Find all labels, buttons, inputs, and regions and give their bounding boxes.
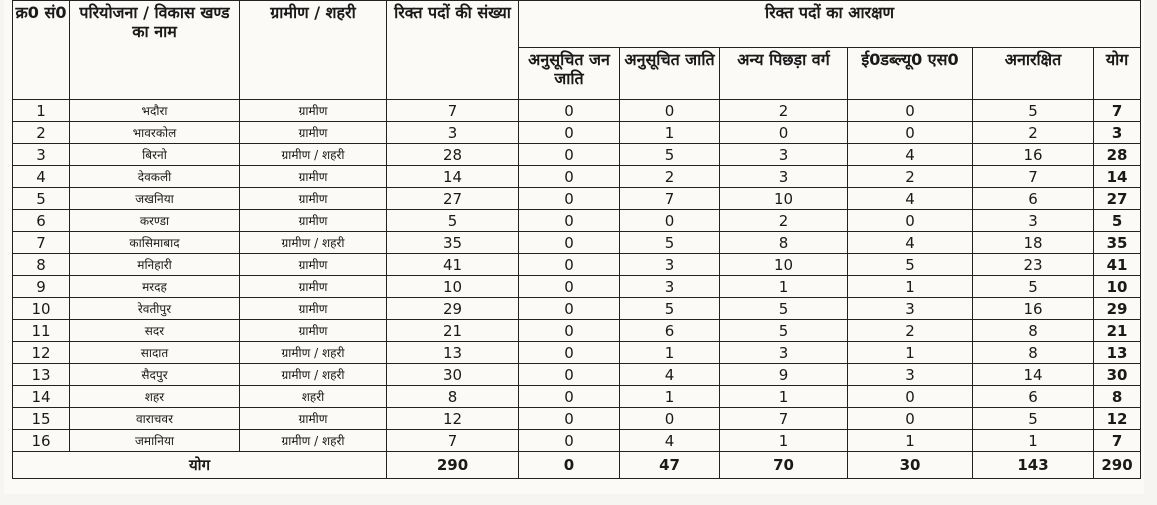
cell-area: ग्रामीण [240, 100, 387, 122]
table-row [13, 144, 1141, 166]
table-row [13, 122, 1141, 144]
cell-total: 13 [1094, 342, 1141, 364]
cell-obc: 2 [720, 100, 848, 122]
cell-total: 12 [1094, 408, 1141, 430]
cell-ews: 4 [848, 232, 973, 254]
cell-name: भदौरा [70, 100, 240, 122]
cell-vacant: 35 [387, 232, 519, 254]
cell-name: भावरकोल [70, 122, 240, 144]
cell-ur: 5 [973, 276, 1094, 298]
total-total: 290 [1094, 452, 1141, 479]
cell-name: सादात [70, 342, 240, 364]
table-row [13, 210, 1141, 232]
cell-obc: 5 [720, 320, 848, 342]
cell-st: 0 [519, 122, 620, 144]
cell-total: 27 [1094, 188, 1141, 210]
cell-obc: 0 [720, 122, 848, 144]
cell-name: जखनिया [70, 188, 240, 210]
cell-obc: 1 [720, 386, 848, 408]
cell-obc: 7 [720, 408, 848, 430]
total-obc: 70 [720, 452, 848, 479]
cell-name: करण्डा [70, 210, 240, 232]
cell-total: 21 [1094, 320, 1141, 342]
cell-vacant: 28 [387, 144, 519, 166]
total-sc: 47 [620, 452, 720, 479]
cell-sc: 1 [620, 122, 720, 144]
cell-sno: 14 [13, 386, 70, 408]
cell-total: 14 [1094, 166, 1141, 188]
cell-ews: 1 [848, 276, 973, 298]
table-row [13, 298, 1141, 320]
table-row [13, 166, 1141, 188]
cell-st: 0 [519, 232, 620, 254]
cell-obc: 5 [720, 298, 848, 320]
cell-sno: 16 [13, 430, 70, 452]
cell-ews: 0 [848, 408, 973, 430]
cell-name: शहर [70, 386, 240, 408]
cell-vacant: 3 [387, 122, 519, 144]
cell-st: 0 [519, 166, 620, 188]
cell-name: मरदह [70, 276, 240, 298]
cell-ur: 8 [973, 320, 1094, 342]
cell-area: शहरी [240, 386, 387, 408]
cell-sc: 1 [620, 342, 720, 364]
cell-sc: 2 [620, 166, 720, 188]
cell-area: ग्रामीण [240, 122, 387, 144]
cell-sno: 4 [13, 166, 70, 188]
cell-name: सदर [70, 320, 240, 342]
cell-total: 10 [1094, 276, 1141, 298]
cell-ews: 0 [848, 100, 973, 122]
cell-area: ग्रामीण / शहरी [240, 364, 387, 386]
cell-sno: 10 [13, 298, 70, 320]
cell-total: 3 [1094, 122, 1141, 144]
cell-sc: 0 [620, 408, 720, 430]
cell-ews: 0 [848, 210, 973, 232]
cell-ews: 3 [848, 298, 973, 320]
cell-name: जमानिया [70, 430, 240, 452]
total-label: योग [13, 452, 387, 479]
cell-obc: 3 [720, 144, 848, 166]
cell-vacant: 30 [387, 364, 519, 386]
cell-area: ग्रामीण [240, 210, 387, 232]
header-area: ग्रामीण / शहरी [240, 1, 387, 100]
cell-ews: 2 [848, 320, 973, 342]
total-ews: 30 [848, 452, 973, 479]
cell-obc: 1 [720, 276, 848, 298]
total-row [13, 452, 1141, 479]
header-project: परियोजना / विकास खण्ड का नाम [70, 1, 240, 100]
cell-sno: 1 [13, 100, 70, 122]
cell-vacant: 7 [387, 430, 519, 452]
cell-sc: 3 [620, 276, 720, 298]
header-total: योग [1094, 48, 1141, 100]
cell-ews: 4 [848, 188, 973, 210]
vacancy-table [12, 0, 1141, 479]
cell-ur: 6 [973, 386, 1094, 408]
cell-st: 0 [519, 276, 620, 298]
cell-st: 0 [519, 298, 620, 320]
cell-name: कासिमाबाद [70, 232, 240, 254]
table-row [13, 320, 1141, 342]
cell-area: ग्रामीण [240, 320, 387, 342]
cell-st: 0 [519, 210, 620, 232]
cell-total: 29 [1094, 298, 1141, 320]
cell-st: 0 [519, 342, 620, 364]
cell-total: 28 [1094, 144, 1141, 166]
cell-sc: 4 [620, 430, 720, 452]
header-sno: क्र0 सं0 [13, 1, 70, 100]
cell-ur: 8 [973, 342, 1094, 364]
cell-ews: 2 [848, 166, 973, 188]
cell-ur: 18 [973, 232, 1094, 254]
table-row [13, 188, 1141, 210]
table-row [13, 276, 1141, 298]
cell-st: 0 [519, 144, 620, 166]
table-row [13, 408, 1141, 430]
cell-sno: 12 [13, 342, 70, 364]
cell-area: ग्रामीण [240, 298, 387, 320]
cell-name: मनिहारी [70, 254, 240, 276]
cell-st: 0 [519, 100, 620, 122]
cell-ur: 1 [973, 430, 1094, 452]
cell-obc: 1 [720, 430, 848, 452]
cell-vacant: 29 [387, 298, 519, 320]
cell-ur: 5 [973, 100, 1094, 122]
cell-name: बिरनो [70, 144, 240, 166]
cell-vacant: 13 [387, 342, 519, 364]
cell-area: ग्रामीण / शहरी [240, 342, 387, 364]
cell-vacant: 7 [387, 100, 519, 122]
cell-sno: 3 [13, 144, 70, 166]
cell-sc: 6 [620, 320, 720, 342]
table-row [13, 232, 1141, 254]
cell-vacant: 27 [387, 188, 519, 210]
cell-obc: 2 [720, 210, 848, 232]
cell-sc: 7 [620, 188, 720, 210]
header-obc: अन्य पिछड़ा वर्ग [720, 48, 848, 100]
cell-ur: 16 [973, 144, 1094, 166]
cell-sno: 13 [13, 364, 70, 386]
cell-sc: 3 [620, 254, 720, 276]
cell-sc: 5 [620, 298, 720, 320]
cell-obc: 10 [720, 254, 848, 276]
cell-name: वाराचवर [70, 408, 240, 430]
header-vacant: रिक्त पदों की संख्या [387, 1, 519, 100]
cell-total: 5 [1094, 210, 1141, 232]
cell-area: ग्रामीण [240, 254, 387, 276]
cell-sno: 7 [13, 232, 70, 254]
cell-sc: 5 [620, 144, 720, 166]
cell-ews: 5 [848, 254, 973, 276]
cell-ur: 3 [973, 210, 1094, 232]
cell-vacant: 10 [387, 276, 519, 298]
cell-obc: 10 [720, 188, 848, 210]
header-sc: अनुसूचित जाति [620, 48, 720, 100]
cell-vacant: 14 [387, 166, 519, 188]
header-ews: ई0डब्ल्यू0 एस0 [848, 48, 973, 100]
cell-sc: 4 [620, 364, 720, 386]
total-vacant: 290 [387, 452, 519, 479]
cell-total: 30 [1094, 364, 1141, 386]
header-reservation: रिक्त पदों का आरक्षण [519, 1, 1141, 48]
cell-name: देवकली [70, 166, 240, 188]
cell-vacant: 41 [387, 254, 519, 276]
cell-sno: 6 [13, 210, 70, 232]
cell-ur: 7 [973, 166, 1094, 188]
total-ur: 143 [973, 452, 1094, 479]
cell-ews: 4 [848, 144, 973, 166]
cell-st: 0 [519, 364, 620, 386]
cell-sno: 11 [13, 320, 70, 342]
table-row [13, 342, 1141, 364]
cell-area: ग्रामीण [240, 166, 387, 188]
cell-area: ग्रामीण [240, 188, 387, 210]
cell-st: 0 [519, 320, 620, 342]
cell-obc: 3 [720, 166, 848, 188]
cell-obc: 3 [720, 342, 848, 364]
cell-vacant: 5 [387, 210, 519, 232]
cell-vacant: 12 [387, 408, 519, 430]
cell-sno: 15 [13, 408, 70, 430]
cell-area: ग्रामीण / शहरी [240, 144, 387, 166]
cell-sc: 5 [620, 232, 720, 254]
cell-obc: 9 [720, 364, 848, 386]
cell-st: 0 [519, 408, 620, 430]
cell-area: ग्रामीण / शहरी [240, 430, 387, 452]
document-sheet [4, 0, 1144, 494]
cell-st: 0 [519, 430, 620, 452]
cell-ur: 5 [973, 408, 1094, 430]
cell-name: सैदपुर [70, 364, 240, 386]
cell-sc: 1 [620, 386, 720, 408]
table-row [13, 364, 1141, 386]
cell-obc: 8 [720, 232, 848, 254]
cell-ur: 16 [973, 298, 1094, 320]
cell-total: 7 [1094, 100, 1141, 122]
header-st: अनुसूचित जन जाति [519, 48, 620, 100]
cell-ews: 0 [848, 386, 973, 408]
cell-vacant: 8 [387, 386, 519, 408]
cell-st: 0 [519, 188, 620, 210]
cell-ews: 0 [848, 122, 973, 144]
table-row [13, 386, 1141, 408]
table-row [13, 430, 1141, 452]
table-row [13, 254, 1141, 276]
cell-name: रेवतीपुर [70, 298, 240, 320]
cell-st: 0 [519, 254, 620, 276]
cell-total: 35 [1094, 232, 1141, 254]
cell-area: ग्रामीण [240, 276, 387, 298]
cell-sno: 5 [13, 188, 70, 210]
cell-ews: 1 [848, 430, 973, 452]
cell-ur: 2 [973, 122, 1094, 144]
cell-total: 41 [1094, 254, 1141, 276]
cell-sno: 8 [13, 254, 70, 276]
total-st: 0 [519, 452, 620, 479]
cell-sno: 9 [13, 276, 70, 298]
cell-total: 7 [1094, 430, 1141, 452]
cell-area: ग्रामीण [240, 408, 387, 430]
cell-area: ग्रामीण / शहरी [240, 232, 387, 254]
cell-ews: 3 [848, 364, 973, 386]
header-unreserved: अनारक्षित [973, 48, 1094, 100]
cell-sc: 0 [620, 210, 720, 232]
cell-total: 8 [1094, 386, 1141, 408]
cell-ur: 14 [973, 364, 1094, 386]
table-row [13, 100, 1141, 122]
cell-sc: 0 [620, 100, 720, 122]
cell-st: 0 [519, 386, 620, 408]
cell-ews: 1 [848, 342, 973, 364]
cell-vacant: 21 [387, 320, 519, 342]
cell-ur: 6 [973, 188, 1094, 210]
cell-ur: 23 [973, 254, 1094, 276]
cell-sno: 2 [13, 122, 70, 144]
